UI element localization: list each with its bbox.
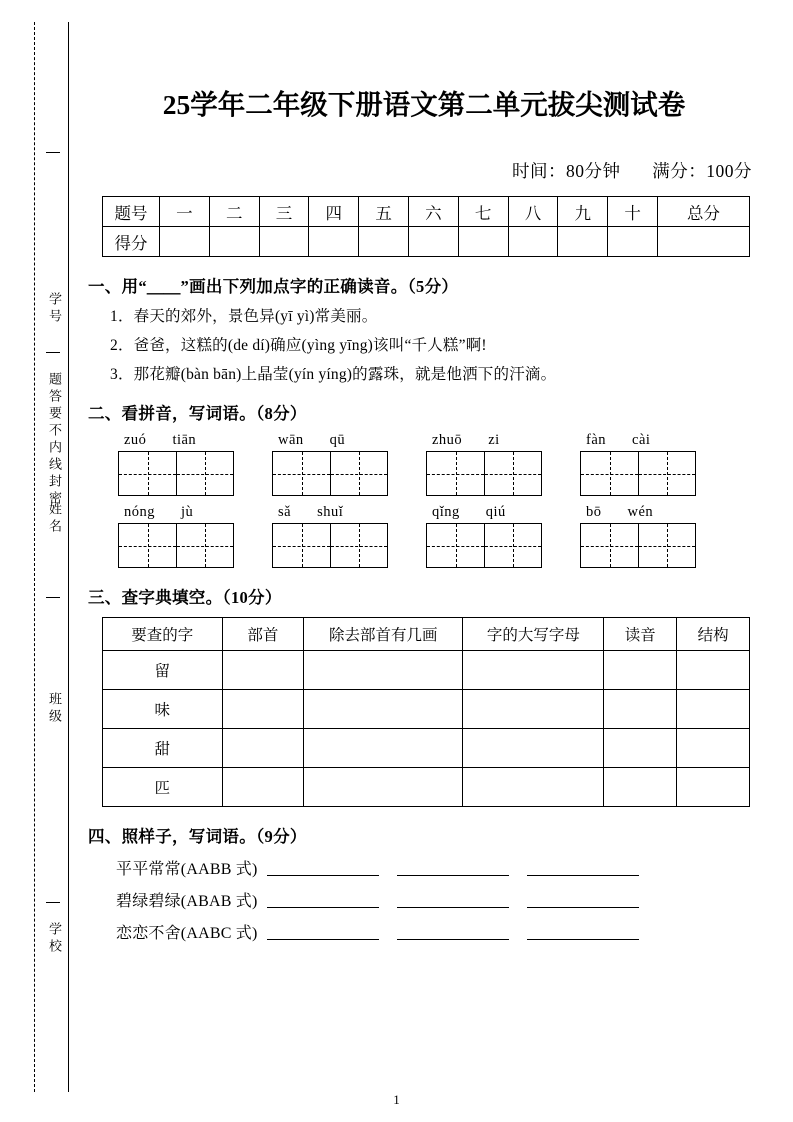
dict-cell-char: 甜 [103, 729, 223, 768]
table-row [103, 729, 750, 768]
answer-blank[interactable] [527, 939, 639, 940]
dict-cell[interactable] [304, 690, 463, 729]
pinyin-item [272, 504, 426, 568]
score-cell[interactable] [608, 227, 658, 257]
score-row-label: 得分 [103, 227, 160, 257]
score-col-total: 总分 [657, 197, 749, 227]
pinyin-label [118, 504, 272, 521]
dict-cell[interactable] [604, 729, 677, 768]
pinyin-label [272, 432, 426, 449]
pinyin-item [118, 432, 272, 496]
writing-grid[interactable] [580, 451, 696, 496]
section-four-item-1 [116, 856, 760, 879]
seal-label-notice: 题答要不内线封密 [47, 372, 62, 508]
writing-grid[interactable] [118, 523, 234, 568]
dict-header-capital: 字的大写字母 [463, 618, 604, 651]
writing-grid[interactable] [272, 451, 388, 496]
dict-header-char: 要查的字 [103, 618, 223, 651]
pinyin-item [426, 504, 580, 568]
score-row-label: 题号 [103, 197, 160, 227]
exam-content [88, 60, 760, 943]
dict-cell[interactable] [222, 768, 304, 807]
dict-cell[interactable] [304, 768, 463, 807]
pinyin-syllable: shuǐ [317, 504, 344, 520]
score-col-5: 五 [359, 197, 409, 227]
table-header-row [103, 618, 750, 651]
pinyin-item [272, 432, 426, 496]
pinyin-label [118, 432, 272, 449]
seal-label-banji: 班级 [47, 692, 62, 726]
dict-cell[interactable] [304, 651, 463, 690]
page-number: 1 [393, 1092, 400, 1107]
pinyin-row-2 [118, 504, 760, 568]
pinyin-syllable: fàn [586, 432, 607, 448]
pinyin-label [426, 504, 580, 521]
section-one-item-1: 1．春天的郊外，景色异(yī yì)常美丽。 [110, 308, 378, 325]
dict-cell-char: 匹 [103, 768, 223, 807]
score-cell[interactable] [259, 227, 309, 257]
dict-header-reading: 读音 [604, 618, 677, 651]
section-four-heading: 四、照样子，写词语。（9分） [88, 827, 307, 846]
table-row [103, 690, 750, 729]
dict-cell[interactable] [222, 651, 304, 690]
dict-cell[interactable] [604, 768, 677, 807]
dict-header-strokes: 除去部首有几画 [304, 618, 463, 651]
answer-blank[interactable] [397, 939, 509, 940]
time-label: 时间：80分钟 [512, 161, 621, 181]
score-cell[interactable] [508, 227, 558, 257]
pinyin-syllable: zi [488, 432, 500, 448]
dict-cell[interactable] [677, 651, 750, 690]
score-cell[interactable] [160, 227, 210, 257]
score-col-3: 三 [259, 197, 309, 227]
dict-cell[interactable] [222, 729, 304, 768]
seal-label-xuehao: 学号 [47, 292, 62, 326]
answer-blank[interactable] [527, 875, 639, 876]
pinyin-syllable: zuó [124, 432, 147, 448]
dict-cell[interactable] [677, 729, 750, 768]
pinyin-label [272, 504, 426, 521]
dict-cell-char: 味 [103, 690, 223, 729]
example-word: 恋恋不舍(AABC 式) [116, 925, 258, 942]
score-col-4: 四 [309, 197, 359, 227]
score-col-9: 九 [558, 197, 608, 227]
score-cell[interactable] [458, 227, 508, 257]
pinyin-syllable: sǎ [278, 504, 292, 520]
pinyin-syllable: jù [181, 504, 194, 520]
writing-grid[interactable] [580, 523, 696, 568]
score-col-8: 八 [508, 197, 558, 227]
table-row [103, 768, 750, 807]
dict-cell[interactable] [463, 690, 604, 729]
section-four-item-2 [116, 888, 760, 911]
answer-blank[interactable] [267, 875, 379, 876]
pinyin-item [580, 432, 734, 496]
score-cell[interactable] [359, 227, 409, 257]
writing-grid[interactable] [118, 451, 234, 496]
pinyin-syllable: qǐng [432, 504, 460, 520]
seal-divider [46, 152, 60, 153]
dictionary-table [102, 617, 750, 807]
score-col-1: 一 [160, 197, 210, 227]
example-word: 碧绿碧绿(ABAB 式) [116, 893, 258, 910]
section-one-heading: 一、用“＿＿”画出下列加点字的正确读音。（5分） [88, 277, 459, 296]
dict-header-radical: 部首 [222, 618, 304, 651]
pinyin-syllable: zhuō [432, 432, 463, 448]
pinyin-item [426, 432, 580, 496]
example-word: 平平常常(AABB 式) [116, 861, 258, 878]
exam-meta [88, 158, 752, 183]
answer-blank[interactable] [397, 907, 509, 908]
pinyin-row-1 [118, 432, 760, 496]
score-cell[interactable] [309, 227, 359, 257]
score-col-7: 七 [458, 197, 508, 227]
dict-cell[interactable] [604, 651, 677, 690]
dict-cell[interactable] [222, 690, 304, 729]
answer-blank[interactable] [397, 875, 509, 876]
pinyin-label [580, 432, 734, 449]
score-cell[interactable] [558, 227, 608, 257]
dict-cell[interactable] [463, 651, 604, 690]
pinyin-syllable: qiú [485, 504, 506, 520]
dict-cell[interactable] [463, 729, 604, 768]
seal-divider [46, 352, 60, 353]
seal-band [28, 22, 72, 1092]
answer-blank[interactable] [267, 907, 379, 908]
pinyin-label [580, 504, 734, 521]
writing-grid[interactable] [426, 523, 542, 568]
answer-blank[interactable] [527, 907, 639, 908]
writing-grid[interactable] [426, 451, 542, 496]
total-score-label: 满分：100分 [652, 161, 752, 181]
seal-divider [46, 597, 60, 598]
writing-grid[interactable] [272, 523, 388, 568]
section-four-item-3 [116, 920, 760, 943]
table-row [103, 227, 750, 257]
dict-cell[interactable] [463, 768, 604, 807]
pinyin-syllable: wān [278, 432, 304, 448]
pinyin-syllable: wén [627, 504, 654, 520]
dict-cell[interactable] [304, 729, 463, 768]
dict-header-structure: 结构 [677, 618, 750, 651]
seal-solid-line [68, 22, 69, 1092]
seal-text-column [42, 22, 64, 1092]
answer-blank[interactable] [267, 939, 379, 940]
pinyin-syllable: nóng [124, 504, 155, 520]
seal-dashed-line [34, 22, 35, 1092]
pinyin-item [580, 504, 734, 568]
score-cell[interactable] [408, 227, 458, 257]
table-row [103, 651, 750, 690]
table-row [103, 197, 750, 227]
pinyin-syllable: bō [586, 504, 602, 520]
score-col-6: 六 [408, 197, 458, 227]
score-table [102, 196, 750, 257]
section-one-item-3: 3．那花瓣(bàn bān)上晶莹(yín yíng)的露珠，就是他洒下的汗滴。 [110, 366, 557, 383]
seal-divider [46, 902, 60, 903]
page-title: 25学年二年级下册语文第二单元拔尖测试卷 [162, 89, 686, 120]
score-col-2: 二 [209, 197, 259, 227]
pinyin-syllable: cài [632, 432, 651, 448]
section-three-heading: 三、查字典填空。（10分） [88, 588, 282, 607]
dict-cell[interactable] [604, 690, 677, 729]
dict-cell-char: 留 [103, 651, 223, 690]
score-cell[interactable] [209, 227, 259, 257]
score-col-10: 十 [608, 197, 658, 227]
dict-cell[interactable] [677, 690, 750, 729]
section-two-heading: 二、看拼音，写词语。（8分） [88, 404, 307, 423]
seal-label-xuexiao: 学校 [47, 922, 62, 956]
dict-cell[interactable] [677, 768, 750, 807]
pinyin-syllable: tiān [172, 432, 197, 448]
pinyin-syllable: qū [329, 432, 346, 448]
seal-label-xingming: 姓名 [47, 502, 62, 536]
pinyin-label [426, 432, 580, 449]
score-cell[interactable] [657, 227, 749, 257]
section-one-item-2: 2．爸爸，这糕的(de dí)确应(yìng yīng)该叫“千人糕”啊! [110, 337, 487, 354]
pinyin-item [118, 504, 272, 568]
